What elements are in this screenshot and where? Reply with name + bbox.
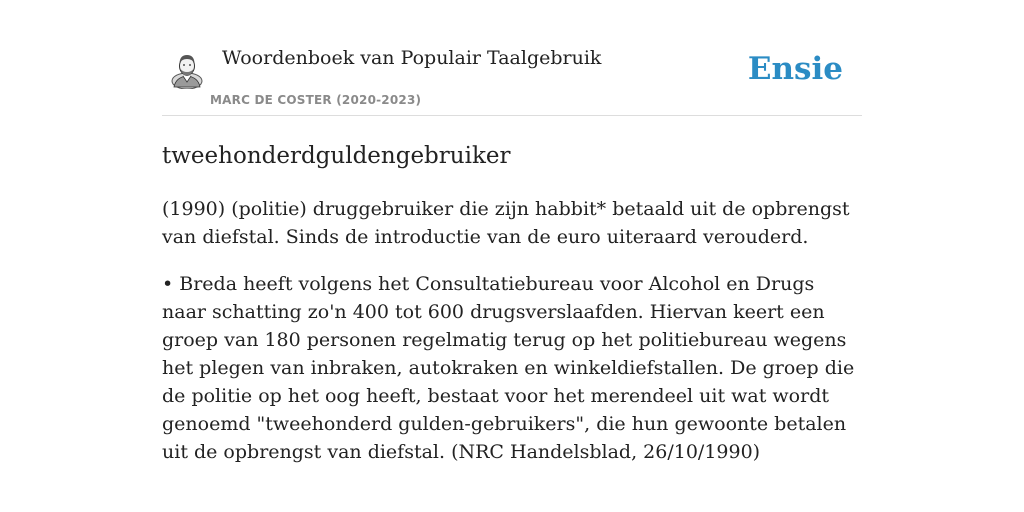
entry-example: • Breda heeft volgens het Consultatiebureau voor Alcohol en Drugs naar schatting zo'n 400 tot 600 drugsverslaafden. Hiervan keert een groep van 180 personen regelmatig terug op het politiebureau wegens het plegen van inbraken, autokraken en winkeldiefstallen. De groep die de politie op het oog heeft, bestaat voor het merendeel uit wat wordt genoemd "tweehonderd gulden-gebruikers", die hun gewoonte betalen uit de opbrengst van diefstal. (NRC Handelsblad, 26/10/1990) [162, 273, 855, 463]
site-header [162, 0, 862, 116]
entry-title: tweehonderdguldengebruiker [162, 143, 511, 169]
site-title[interactable]: Woordenboek van Populair Taalgebruik [222, 47, 602, 69]
page [162, 0, 862, 466]
author-name: MARC DE COSTER (2020-2023) [210, 93, 422, 107]
ensie-logo[interactable]: Ensie [747, 51, 843, 87]
author-portrait-icon[interactable] [170, 51, 204, 89]
entry-definition: (1990) (politie) druggebruiker die zijn habbit* betaald uit de opbrengst van diefstal. Sinds de introductie van de euro uiteraard verouderd. [162, 198, 850, 248]
